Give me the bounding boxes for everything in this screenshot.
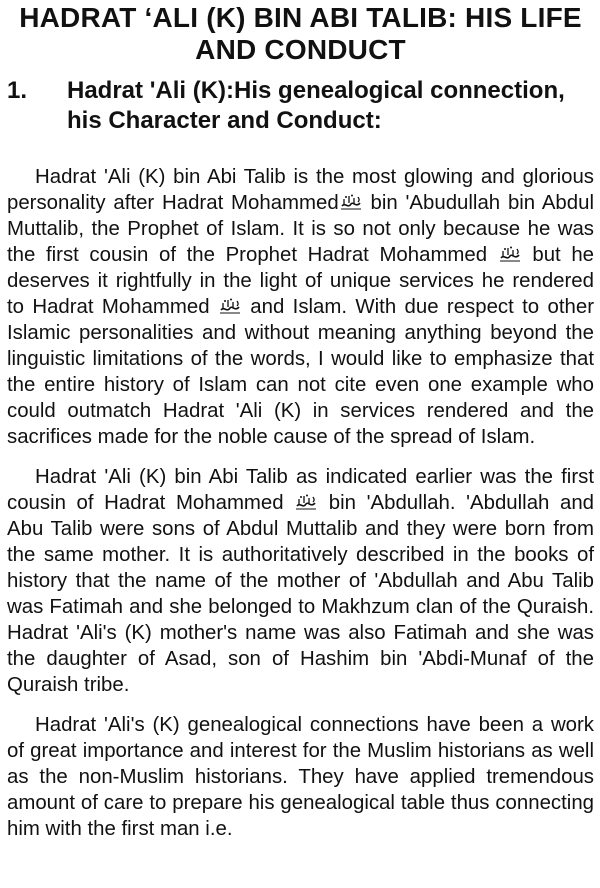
salawat-calligraphy-icon — [339, 193, 363, 211]
section-number: 1. — [7, 77, 28, 104]
paragraph-2-text-1: Hadrat 'Ali (K) bin Abi Talib as indicated earlier was the first cousin of Hadrat Mohammed — [7, 466, 594, 514]
chapter-title: HADRAT ‘ALI (K) BIN ABI TALIB: HIS LIFE AND CONDUCT — [19, 2, 582, 65]
section-title: Hadrat 'Ali (K):His genealogical connection, his Character and Conduct: — [67, 77, 565, 134]
paragraph-2 — [7, 464, 594, 698]
paragraph-1 — [7, 164, 594, 450]
salawat-calligraphy-icon — [218, 297, 242, 315]
section-heading — [7, 76, 594, 136]
paragraph-1-text-4: and Islam. With due respect to other Islamic personalities and without meaning anything beyond the linguistic limitations of the words, I would like to emphasize that the entire history of Islam can not cite even one example who could outmatch Hadrat 'Ali (K) in services rendered and the sacrifices made for the noble cause of the spread of Islam. — [7, 296, 594, 448]
paragraph-2-text-2: bin 'Abdullah. 'Abdullah and Abu Talib were sons of Abdul Muttalib and they were born from the same mother. It is authoritatively described in the books of history that the name of the mother of 'Abdullah and Abu Talib was Fatimah and she belonged to Makhzum clan of the Quraish. Hadrat 'Ali's (K) mother's name was also Fatimah and she was the daughter of Asad, son of Hashim bin 'Abdi-Munaf of the Quraish tribe. — [7, 492, 594, 696]
paragraph-1-text-1: Hadrat 'Ali (K) bin Abi Talib is the most glowing and glorious personality after Hadrat Mohammed — [7, 166, 594, 214]
salawat-calligraphy-icon — [498, 245, 522, 263]
salawat-calligraphy-icon — [294, 493, 318, 511]
paragraph-1-text-2: bin 'Abudullah bin Abdul Muttalib, the Prophet of Islam. It is so not only because he was the first cousin of the Prophet Hadrat Mohammed — [7, 192, 594, 266]
paragraph-1-text-3: but he deserves it rightfully in the light of unique services he rendered to Hadrat Mohammed — [7, 244, 595, 318]
paragraph-3 — [7, 712, 594, 842]
paragraph-3-text-1: Hadrat 'Ali's (K) genealogical connections have been a work of great importance and interest for the Muslim historians as well as the non-Muslim historians. They have applied tremendous amount of care to prepare his genealogical table thus connecting him with the first man i.e. — [7, 714, 594, 840]
